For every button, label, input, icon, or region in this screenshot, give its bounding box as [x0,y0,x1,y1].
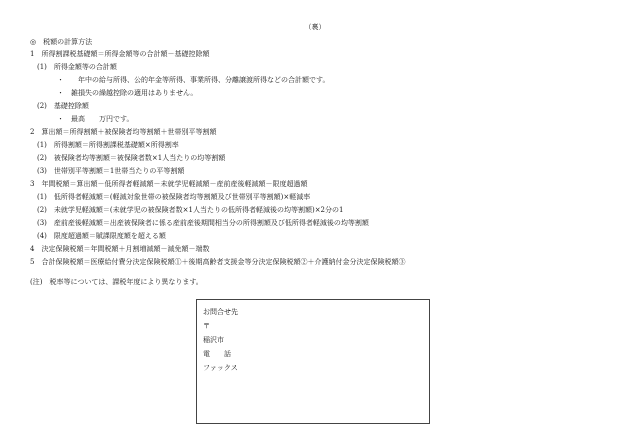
item-2-3: (3) 世帯別平等割額＝1世帯当たりの平等割額 [37,167,185,175]
contact-box [196,299,430,424]
contact-phone-label: 電 話 [203,350,231,358]
item-3: 3 年間税額＝算出額－低所得者軽減額－未就学児軽減額－産前産後軽減額－限度超過額 [30,180,308,188]
item-4: 4 決定保険税額＝年間税額＋月割増減額－減免額－端数 [30,245,210,253]
item-1-2: (2) 基礎控除額 [37,102,89,110]
item-3-2: (2) 未就学児軽減額＝(未就学児の被保険者数×1人当たりの低所得者軽減後の均等割額)×2分の1 [37,206,344,214]
contact-title: お問合せ先 [203,308,238,316]
item-1-1-bullet-2: ・ 雑損失の繰越控除の適用はありません。 [57,89,198,97]
item-3-3: (3) 産前産後軽減額＝出産被保険者に係る産前産後期間相当分の所得割額及び低所得者軽減後の均等割額 [37,219,369,227]
contact-postal: 〒 [203,322,210,330]
item-1: 1 所得割課税基礎額＝所得金額等の合計額－基礎控除額 [30,50,210,58]
item-3-1: (1) 低所得者軽減額＝(軽減対象世帯の被保険者均等割額及び世帯別平等割額)×軽減率 [37,193,311,201]
note: (注) 税率等については、課税年度により異なります。 [30,278,203,286]
item-2-2: (2) 被保険者均等割額＝被保険者数×1人当たりの均等割額 [37,154,226,162]
item-2: 2 算出額＝所得割額＋被保険者均等割額＋世帯別平等割額 [30,128,217,136]
contact-fax-label: ファックス [203,364,238,372]
item-3-4: (4) 限度超過額＝賦課限度額を超える額 [37,232,166,240]
item-1-2-bullet-1: ・ 最高 万円です。 [57,115,134,123]
side-label: （裏） [304,23,326,31]
item-1-1-bullet-1: ・ 年中の給与所得、公的年金等所得、事業所得、分離譲渡所得などの合計額です。 [57,76,330,84]
item-2-1: (1) 所得割額＝所得割課税基礎額×所得割率 [37,141,179,149]
section-title: ◎ 税額の計算方法 [30,38,93,46]
item-5: 5 合計保険税額＝医療給付費分決定保険税額①＋後期高齢者支援金等分決定保険税額②＋介護納付金分決定保険税額③ [30,258,406,266]
contact-city: 稲沢市 [203,336,224,344]
item-1-1: (1) 所得金額等の合計額 [37,63,117,71]
